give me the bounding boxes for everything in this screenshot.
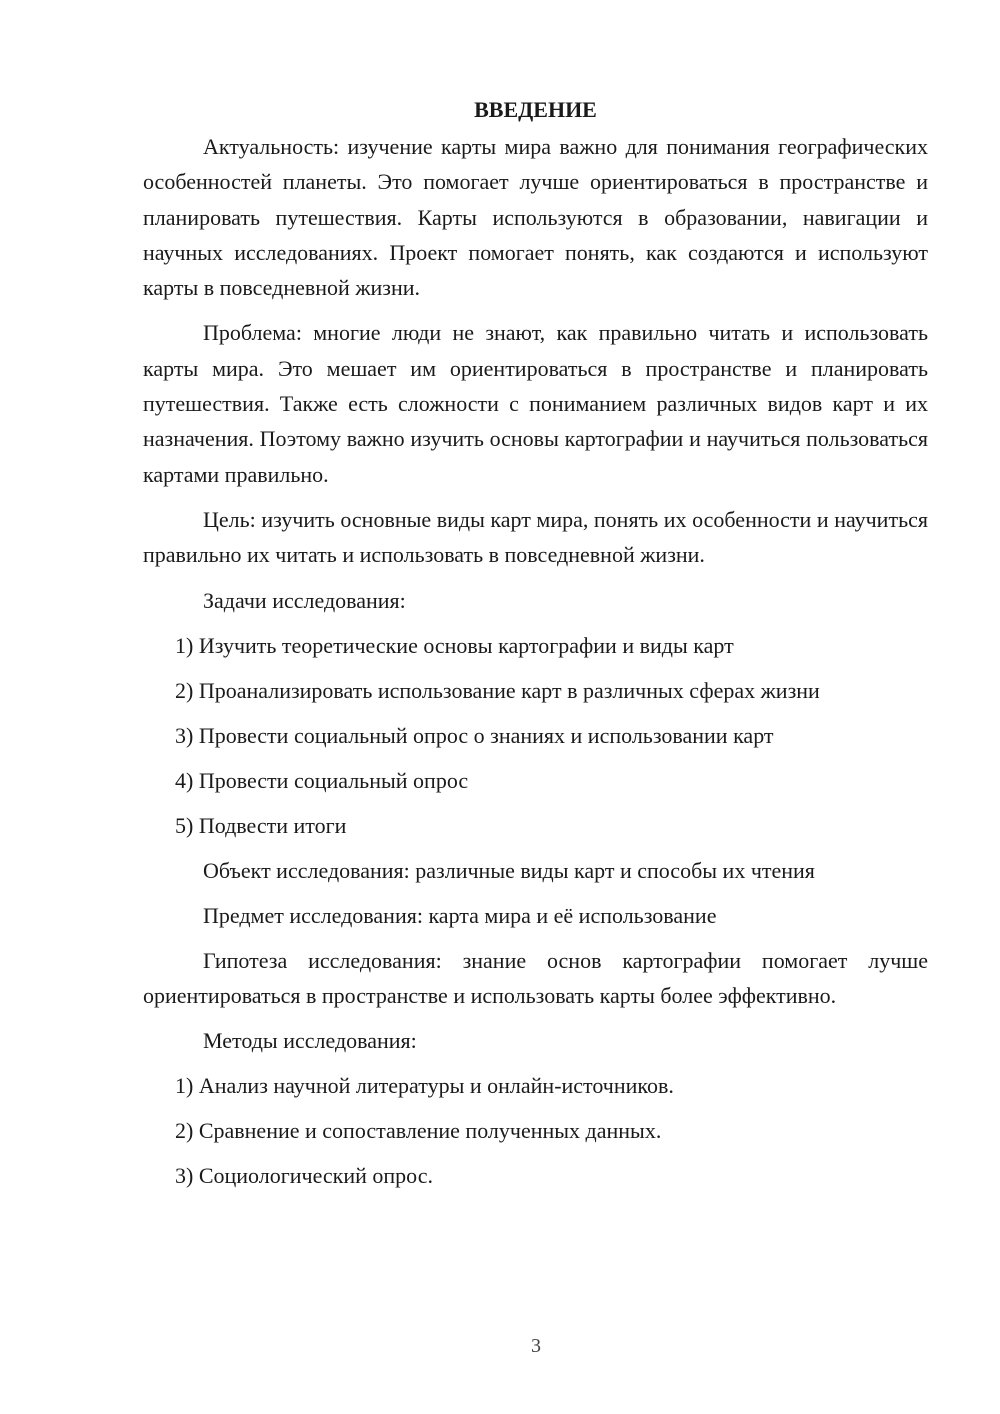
list-item: 3) Социологический опрос. [175,1163,433,1189]
list-item: 1) Анализ научной литературы и онлайн-источников. [175,1073,674,1099]
subject-line: Предмет исследования: карта мира и её использование [203,902,717,928]
methods-list [143,1068,928,1193]
list-item: 2) Сравнение и сопоставление полученных данных. [175,1118,662,1144]
problem-paragraph: Проблема: многие люди не знают, как правильно читать и использовать карты мира. Это мешает им ориентироваться в пространстве и планировать путешествия. Также есть сложности с пониманием различных видов карт и их назначения. Поэтому важно изучить основы картографии и научиться пользоваться картами правильно. [143,320,928,487]
page-title: ВВЕДЕНИЕ [474,97,597,122]
list-item: 2) Проанализировать использование карт в различных сферах жизни [175,677,820,703]
hypothesis-paragraph: Гипотеза исследования: знание основ картографии помогает лучше ориентироваться в пространстве и использовать карты более эффективно. [143,947,928,1008]
tasks-list [143,628,928,843]
goal-paragraph: Цель: изучить основные виды карт мира, понять их особенности и научиться правильно их читать и использовать в повседневной жизни. [143,506,928,568]
tasks-heading: Задачи исследования: [203,587,406,613]
page-number: 3 [531,1335,541,1357]
document-page [143,92,928,1203]
relevance-paragraph: Актуальность: изучение карты мира важно для понимания географических особенностей планеты. Это помогает лучше ориентироваться в пространстве и планировать путешествия. Карты используются в образовании, навигации и научных исследованиях. Проект помогает понять, как создаются и используют карты в повседневной жизни. [143,134,928,301]
methods-heading: Методы исследования: [203,1028,417,1054]
list-item: 4) Провести социальный опрос [175,767,469,793]
object-line: Объект исследования: различные виды карт и способы их чтения [203,857,815,883]
list-item: 5) Подвести итоги [175,812,347,838]
list-item: 1) Изучить теоретические основы картографии и виды карт [175,632,734,658]
list-item: 3) Провести социальный опрос о знаниях и использовании карт [175,722,774,748]
